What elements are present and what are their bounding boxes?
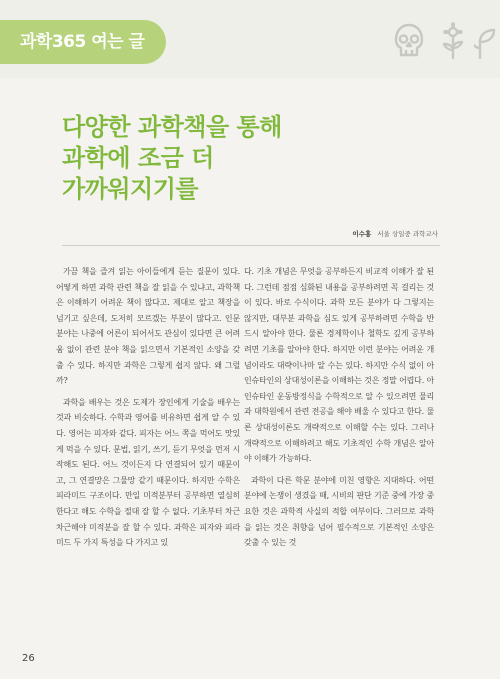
paragraph: 가끔 책을 즐겨 읽는 아이들에게 듣는 질문이 있다. 어떻게 하면 과학 관련 책을 잘 읽을 수 있냐고, 과학책은 이해하기 어려운 책이 많다고. 제대로 알고 책장을 넘기고 싶은데, 도저히 모르겠는 부분이 많다고. 인문 분야는 나중에 어른이 되어서도 관심이 있다면 큰 어려움 없이 관련 분야 책을 읽으면서 기본적인 소양을 갖출 수 있다. 하지만 과학은 그렇게 쉽지 않다. 왜 그럴까? <box>56 267 240 386</box>
title-line-2: 과학에 조금 더 <box>62 144 214 172</box>
paragraph: 과학이 다른 학문 분야에 미친 영향은 지대하다. 어떤 분야에 논쟁이 생겼을 때, 시비의 판단 기준 중에 가장 중요한 것은 과학적 사실의 적합 여부이다. 그러므로 과학을 읽는 것은 취향을 넘어 필수적으로 기본적인 소양은 갖출 수 있는 것 <box>244 475 434 548</box>
article-title <box>62 112 392 205</box>
title-line-3: 가까워지기를 <box>62 175 199 203</box>
page-number: 26 <box>22 653 35 664</box>
author-byline <box>352 229 438 238</box>
sprout-icon <box>474 20 500 62</box>
section-label: 과학365 여는 글 <box>20 32 145 52</box>
skull-icon <box>388 20 430 62</box>
body-column-left <box>56 264 240 557</box>
author-affiliation: 서울 상일중 과학교사 <box>377 230 438 238</box>
author-name: 이수홍 <box>352 230 372 238</box>
title-divider <box>62 245 440 246</box>
section-tab <box>0 20 166 64</box>
title-line-1: 다양한 과학책을 통해 <box>62 113 282 141</box>
flower-icon <box>436 20 470 62</box>
body-column-right <box>244 264 434 557</box>
paragraph: 다. 기초 개념은 무엇을 공부하든지 비교적 이해가 잘 된다. 그런데 점점 심화된 내용을 공부하려면 꼭 걸리는 것이 있다. 바로 수식이다. 과학 모든 분야가 다 그렇지는 않지만, 대부분 과학을 심도 있게 공부하려면 수학을 반드시 알아야 한다. 물론 경제학이나 철학도 깊게 공부하려면 기초를 알아야 한다. 하지만 이런 분야는 어려운 개념이라도 대략이나마 알 수는 있다. 하지만 수식 없이 아인슈타인의 상대성이론을 이해하는 것은 정말 어렵다. 아인슈타인 운동방정식을 수학적으로 알 수 있으려면 물리과 대학원에서 관련 전공을 해야 배울 수 있다고 한다. 물론 상대성이론도 개략적으로 이해할 수는 있다. 그러나 개략적으로 이해하려고 해도 기초적인 수학 개념은 알아야 이해가 가능하다. <box>244 267 434 464</box>
paragraph: 과학을 배우는 것은 도제가 장인에게 기술을 배우는 것과 비슷하다. 수학과 영어를 비유하면 쉽게 알 수 있다. 영어는 피자와 같다. 피자는 어느 쪽을 먹어도 맛있게 먹을 수 있다. 문법, 읽기, 쓰기, 듣기 무엇을 먼저 시작해도 된다. 어느 것이든지 다 연결되어 있기 때문이고, 그 연결망은 그물망 같기 때문이다. 하지만 수학은 피라미드 구조이다. 만일 미적분부터 공부하면 열심히 한다고 해도 수학을 절대 잘 할 수 없다. 기초부터 차근차근해야 미적분을 잘 할 수 있다. 과학은 피자와 피라미드 두 가지 특성을 다 가지고 있 <box>56 397 240 548</box>
